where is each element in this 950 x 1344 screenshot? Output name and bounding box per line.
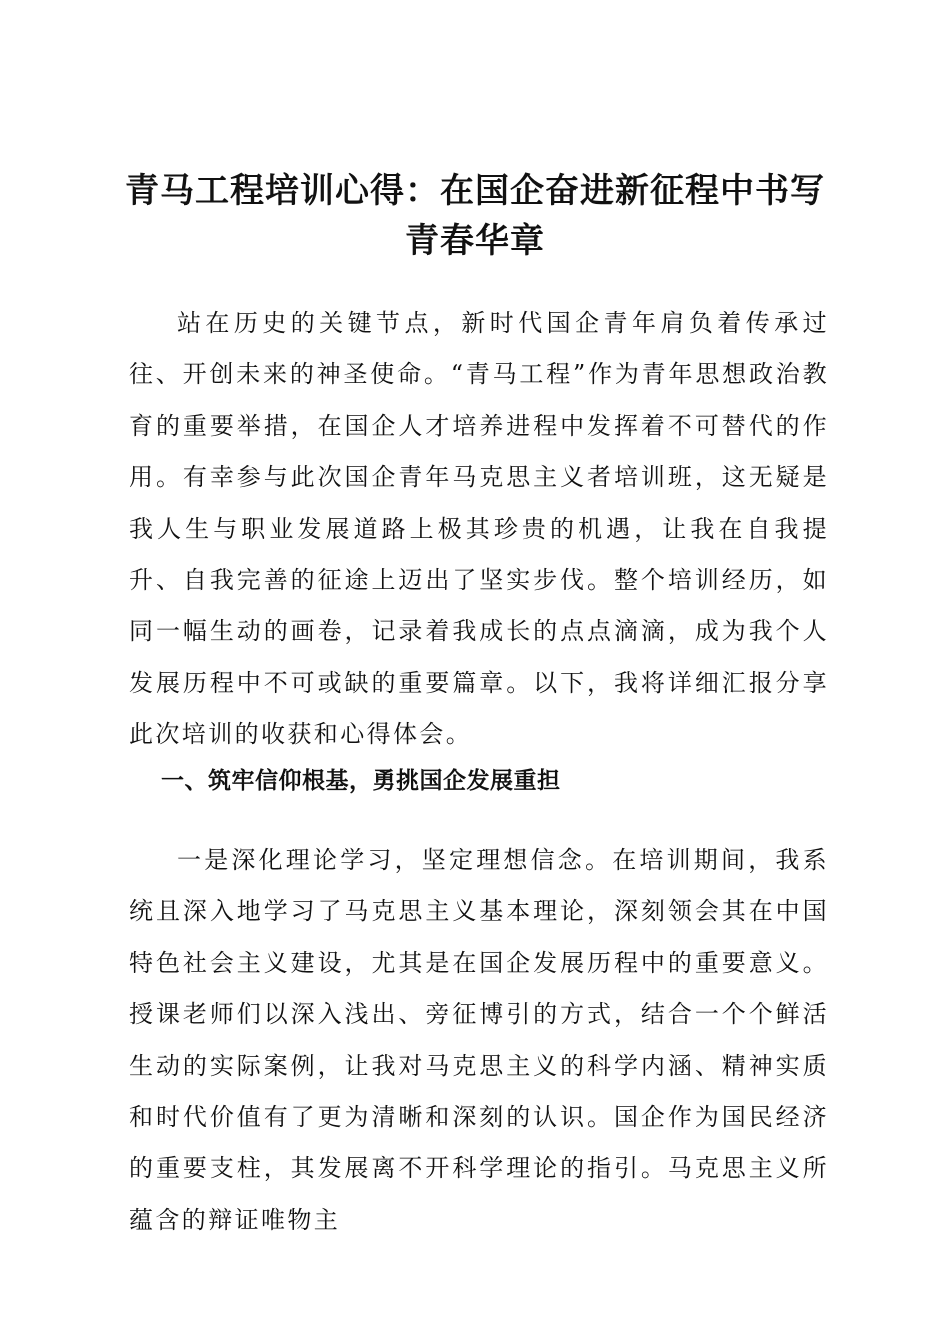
section-paragraph: 一是深化理论学习，坚定理想信念。在培训期间，我系统且深入地学习了马克思主义基本理论，深刻领会其在中国特色社会主义建设，尤其是在国企发展历程中的重要意义。授课老师们以深入浅出、旁征博引的方式，结合一个个鲜活生动的实际案例，让我对马克思主义的科学内涵、精神实质和时代价值有了更为清晰和深刻的认识。国企作为国民经济的重要支柱，其发展离不开科学理论的指引。马克思主义所蕴含的辩证唯物主 xyxy=(129,846,829,1234)
document-title: 青马工程培训心得：在国企奋进新征程中书写青春华章 xyxy=(125,171,825,261)
intro-paragraph: 站在历史的关键节点，新时代国企青年肩负着传承过往、开创未来的神圣使命。“青马工程”作为青年思想政治教育的重要举措，在国企人才培养进程中发挥着不可替代的作用。有幸参与此次国企青年马克思主义者培训班，这无疑是我人生与职业发展道路上极其珍贵的机遇，让我在自我提升、自我完善的征途上迈出了坚实步伐。整个培训经历，如同一幅生动的画卷，记录着我成长的点点滴滴，成为我个人发展历程中不可或缺的重要篇章。以下，我将详细汇报分享此次培训的收获和心得体会。 xyxy=(129,309,829,749)
section-heading: 一、筑牢信仰根基，勇挑国企发展重担 xyxy=(161,768,561,794)
